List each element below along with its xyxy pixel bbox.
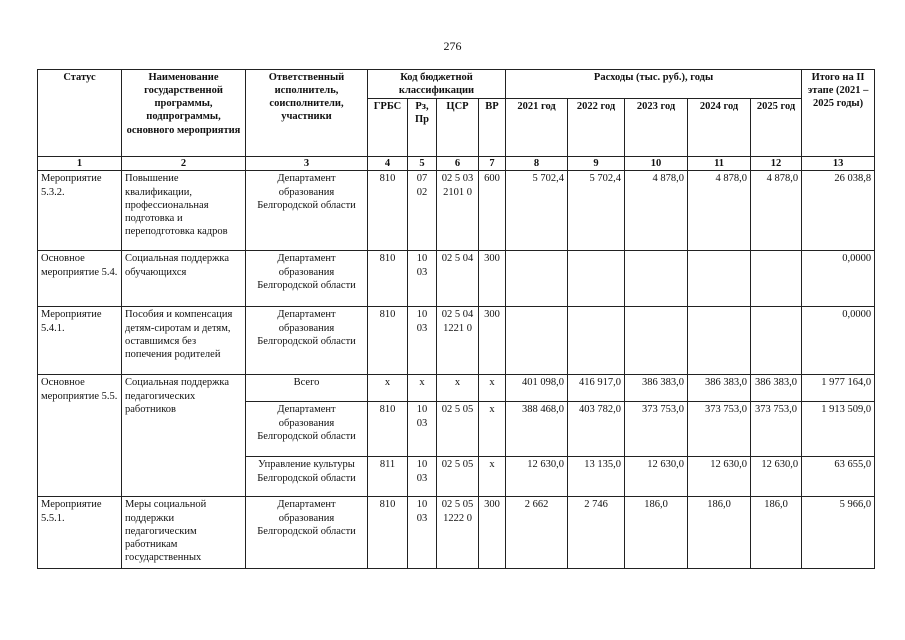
row-total: 63 655,0 (802, 457, 875, 497)
row-status: Мероприятие 5.5.1. (38, 497, 122, 569)
row-csr: 02 5 05 1222 0 (437, 497, 479, 569)
header-grbs: ГРБС (368, 99, 408, 157)
row-executor: Всего (246, 375, 368, 402)
row-name: Пособия и компенсация детям-сиротам и детям, оставшимся без попечения родителей (122, 307, 246, 375)
column-number-row (38, 157, 875, 171)
row-y2024: 186,0 (688, 497, 751, 569)
row-y2022: 403 782,0 (568, 402, 625, 457)
header-name: Наименование государственной программы, подпрограммы, основного мероприятия (122, 70, 246, 157)
row-grbs: 811 (368, 457, 408, 497)
column-number: 9 (568, 157, 625, 171)
header-year-2025: 2025 год (751, 99, 802, 157)
header-budget-code: Код бюджетной классификации (368, 70, 506, 99)
header-year-2021: 2021 год (506, 99, 568, 157)
column-number: 6 (437, 157, 479, 171)
row-y2021: 2 662 (506, 497, 568, 569)
header-vr: ВР (479, 99, 506, 157)
table-row (38, 307, 875, 375)
column-number: 7 (479, 157, 506, 171)
header-expenses: Расходы (тыс. руб.), годы (506, 70, 802, 99)
row-rzpr: 10 03 (408, 251, 437, 307)
row-y2023 (625, 307, 688, 375)
column-number: 4 (368, 157, 408, 171)
row-y2025 (751, 251, 802, 307)
row-y2021: 5 702,4 (506, 171, 568, 251)
row-y2024: 386 383,0 (688, 375, 751, 402)
column-number: 10 (625, 157, 688, 171)
row-y2022: 416 917,0 (568, 375, 625, 402)
row-y2022: 5 702,4 (568, 171, 625, 251)
column-number: 11 (688, 157, 751, 171)
row-y2025 (751, 307, 802, 375)
header-row-1 (38, 70, 875, 99)
row-status: Основное мероприятие 5.5. (38, 375, 122, 497)
row-executor: Департамент образования Белгородской области (246, 497, 368, 569)
row-name: Социальная поддержка обучающихся (122, 251, 246, 307)
row-rzpr: 07 02 (408, 171, 437, 251)
row-y2025: 12 630,0 (751, 457, 802, 497)
row-executor: Департамент образования Белгородской области (246, 171, 368, 251)
header-rzpr: Рз, Пр (408, 99, 437, 157)
header-total: Итого на II этапе (2021 – 2025 годы) (802, 70, 875, 157)
table-row (38, 497, 875, 569)
row-status: Мероприятие 5.4.1. (38, 307, 122, 375)
row-csr: 02 5 04 1221 0 (437, 307, 479, 375)
row-y2025: 4 878,0 (751, 171, 802, 251)
header-executor: Ответственный исполнитель, соисполнители, участники (246, 70, 368, 157)
row-csr: 02 5 03 2101 0 (437, 171, 479, 251)
header-year-2022: 2022 год (568, 99, 625, 157)
row-y2024: 4 878,0 (688, 171, 751, 251)
row-y2024 (688, 307, 751, 375)
row-grbs: 810 (368, 171, 408, 251)
page-number: 276 (443, 39, 462, 53)
row-grbs: х (368, 375, 408, 402)
row-rzpr: 10 03 (408, 497, 437, 569)
row-y2023: 4 878,0 (625, 171, 688, 251)
row-y2023: 373 753,0 (625, 402, 688, 457)
row-y2021: 12 630,0 (506, 457, 568, 497)
table-row (38, 375, 875, 402)
row-executor: Департамент образования Белгородской области (246, 402, 368, 457)
row-y2021 (506, 251, 568, 307)
row-y2022 (568, 307, 625, 375)
row-y2025: 373 753,0 (751, 402, 802, 457)
row-vr: 600 (479, 171, 506, 251)
column-number: 3 (246, 157, 368, 171)
row-y2025: 386 383,0 (751, 375, 802, 402)
row-total: 0,0000 (802, 251, 875, 307)
row-grbs: 810 (368, 497, 408, 569)
row-vr: 300 (479, 497, 506, 569)
row-vr: 300 (479, 307, 506, 375)
row-y2023: 386 383,0 (625, 375, 688, 402)
row-total: 1 913 509,0 (802, 402, 875, 457)
header-status: Статус (38, 70, 122, 157)
budget-table (37, 69, 875, 569)
row-y2022 (568, 251, 625, 307)
row-y2024 (688, 251, 751, 307)
row-name: Повышение квалификации, профессиональная подготовка и переподготовка кадров (122, 171, 246, 251)
row-total: 1 977 164,0 (802, 375, 875, 402)
row-status: Мероприятие 5.3.2. (38, 171, 122, 251)
row-rzpr: 10 03 (408, 402, 437, 457)
row-csr: 02 5 04 (437, 251, 479, 307)
column-number: 5 (408, 157, 437, 171)
column-number: 13 (802, 157, 875, 171)
column-number: 12 (751, 157, 802, 171)
row-total: 26 038,8 (802, 171, 875, 251)
row-csr: х (437, 375, 479, 402)
row-grbs: 810 (368, 307, 408, 375)
row-y2024: 12 630,0 (688, 457, 751, 497)
row-rzpr: 10 03 (408, 457, 437, 497)
row-y2024: 373 753,0 (688, 402, 751, 457)
column-number: 8 (506, 157, 568, 171)
row-y2021 (506, 307, 568, 375)
row-y2021: 388 468,0 (506, 402, 568, 457)
row-total: 5 966,0 (802, 497, 875, 569)
row-name: Меры социальной поддержки педагогическим работникам государственных (122, 497, 246, 569)
row-y2021: 401 098,0 (506, 375, 568, 402)
column-number: 2 (122, 157, 246, 171)
row-total: 0,0000 (802, 307, 875, 375)
row-csr: 02 5 05 (437, 402, 479, 457)
row-executor: Управление культуры Белгородской области (246, 457, 368, 497)
row-status: Основное мероприятие 5.4. (38, 251, 122, 307)
row-vr: х (479, 457, 506, 497)
table-row (38, 171, 875, 251)
row-rzpr: х (408, 375, 437, 402)
row-csr: 02 5 05 (437, 457, 479, 497)
header-csr: ЦСР (437, 99, 479, 157)
row-rzpr: 10 03 (408, 307, 437, 375)
row-y2022: 13 135,0 (568, 457, 625, 497)
column-number: 1 (38, 157, 122, 171)
row-executor: Департамент образования Белгородской области (246, 307, 368, 375)
row-name: Социальная поддержка педагогических работников (122, 375, 246, 497)
row-y2023: 186,0 (625, 497, 688, 569)
row-y2022: 2 746 (568, 497, 625, 569)
row-y2023 (625, 251, 688, 307)
row-vr: х (479, 375, 506, 402)
header-year-2024: 2024 год (688, 99, 751, 157)
header-year-2023: 2023 год (625, 99, 688, 157)
row-grbs: 810 (368, 402, 408, 457)
table-row (38, 251, 875, 307)
row-vr: 300 (479, 251, 506, 307)
row-y2023: 12 630,0 (625, 457, 688, 497)
row-executor: Департамент образования Белгородской области (246, 251, 368, 307)
row-grbs: 810 (368, 251, 408, 307)
row-y2025: 186,0 (751, 497, 802, 569)
row-vr: х (479, 402, 506, 457)
